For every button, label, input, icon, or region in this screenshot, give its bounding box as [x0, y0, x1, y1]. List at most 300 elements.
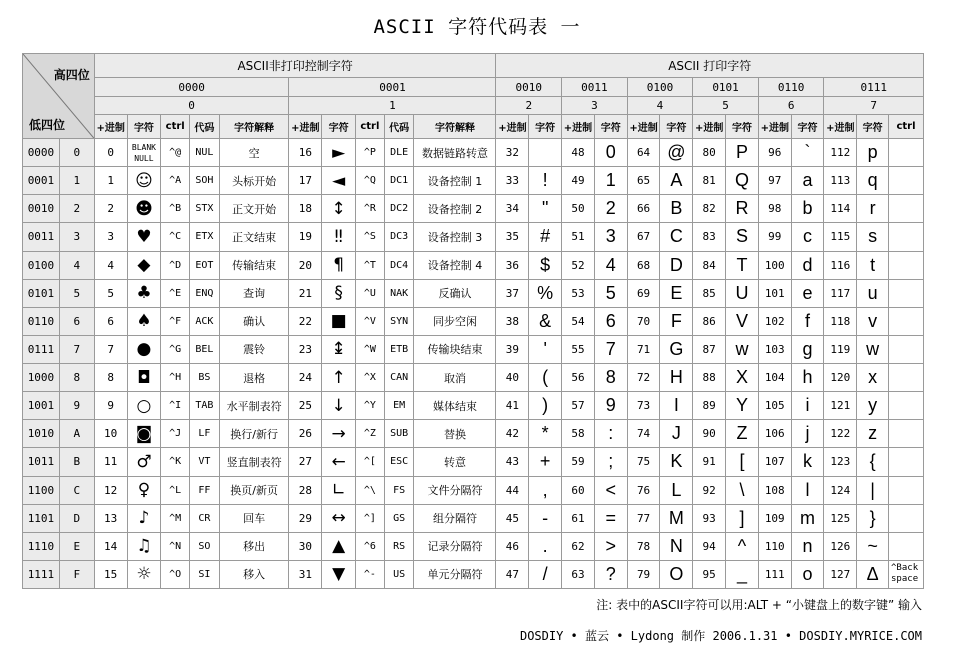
row-hex: F: [59, 560, 94, 588]
control-description: 记录分隔符: [414, 532, 496, 560]
control-description: 头标开始: [219, 167, 289, 195]
decimal-code: 37: [496, 279, 529, 307]
subheader-ctrl: ctrl: [356, 115, 385, 139]
ctrl-key: ^L: [161, 476, 190, 504]
printable-char: Z: [726, 420, 759, 448]
control-description: 取消: [414, 364, 496, 392]
ctrl-key: ^G: [161, 335, 190, 363]
decimal-code: 0: [94, 139, 127, 167]
printable-char: o: [791, 560, 824, 588]
row-binary: 1011: [23, 448, 60, 476]
empty-ctrl-cell: [889, 476, 924, 504]
control-symbol: ◙: [127, 420, 161, 448]
ctrl-key: ^H: [161, 364, 190, 392]
printable-char: ~: [857, 532, 889, 560]
decimal-code: 57: [562, 392, 595, 420]
decimal-code: 104: [758, 364, 791, 392]
printable-char: 8: [594, 364, 627, 392]
decimal-code: 7: [94, 335, 127, 363]
control-symbol: ■: [322, 307, 356, 335]
decimal-code: 116: [824, 251, 857, 279]
subheader-decimal: +进制: [496, 115, 529, 139]
decimal-code: 19: [289, 223, 322, 251]
decimal-code: 92: [693, 476, 726, 504]
ctrl-key: ^R: [356, 195, 385, 223]
subheader-char: 字符: [660, 115, 693, 139]
subheader-char: 字符: [127, 115, 161, 139]
decimal-code: 60: [562, 476, 595, 504]
printable-char: ,: [529, 476, 562, 504]
decimal-code: 15: [94, 560, 127, 588]
printable-char: *: [529, 420, 562, 448]
decimal-code: 82: [693, 195, 726, 223]
empty-ctrl-cell: [889, 364, 924, 392]
empty-ctrl-cell: [889, 167, 924, 195]
row-hex: 8: [59, 364, 94, 392]
high-dec-7: 7: [824, 97, 924, 115]
control-symbol: ♪: [127, 504, 161, 532]
decimal-code: 112: [824, 139, 857, 167]
printable-char: (: [529, 364, 562, 392]
decimal-code: 67: [627, 223, 660, 251]
ctrl-key: ^@: [161, 139, 190, 167]
printable-char: >: [594, 532, 627, 560]
high-dec-0: 0: [94, 97, 289, 115]
control-symbol: BLANK NULL: [127, 139, 161, 167]
decimal-code: 63: [562, 560, 595, 588]
control-symbol: ◄: [322, 167, 356, 195]
subheader-decimal: +进制: [94, 115, 127, 139]
table-row: [23, 476, 924, 504]
control-description: 退格: [219, 364, 289, 392]
decimal-code: 120: [824, 364, 857, 392]
table-row: [23, 560, 924, 588]
control-symbol: ♣: [127, 279, 161, 307]
control-description: 传输块结束: [414, 335, 496, 363]
control-description: 水平制表符: [219, 392, 289, 420]
printable-char: -: [529, 504, 562, 532]
decimal-code: 73: [627, 392, 660, 420]
empty-ctrl-cell: [889, 307, 924, 335]
printable-char: J: [660, 420, 693, 448]
decimal-code: 51: [562, 223, 595, 251]
high-dec-4: 4: [627, 97, 693, 115]
control-description: 单元分隔符: [414, 560, 496, 588]
control-symbol: ♀: [127, 476, 161, 504]
decimal-code: 127: [824, 560, 857, 588]
control-description: 正文结束: [219, 223, 289, 251]
control-symbol: ▲: [322, 532, 356, 560]
control-description: 替换: [414, 420, 496, 448]
decimal-code: 106: [758, 420, 791, 448]
decimal-code: 52: [562, 251, 595, 279]
printable-char: y: [857, 392, 889, 420]
control-symbol: ☺: [127, 167, 161, 195]
empty-ctrl-cell: [889, 448, 924, 476]
table-row: [23, 448, 924, 476]
control-description: 确认: [219, 307, 289, 335]
ctrl-key: ^I: [161, 392, 190, 420]
decimal-code: 71: [627, 335, 660, 363]
control-description: 正文开始: [219, 195, 289, 223]
ctrl-key: ^W: [356, 335, 385, 363]
printable-char: }: [857, 504, 889, 532]
ctrl-key: ^A: [161, 167, 190, 195]
printable-char: P: [726, 139, 759, 167]
control-description: 媒体结束: [414, 392, 496, 420]
printable-char: %: [529, 279, 562, 307]
printable-char: A: [660, 167, 693, 195]
control-description: 震铃: [219, 335, 289, 363]
subheader-desc: 字符解释: [414, 115, 496, 139]
printable-char: i: [791, 392, 824, 420]
control-symbol: ↔: [322, 504, 356, 532]
printable-char: l: [791, 476, 824, 504]
control-code: TAB: [190, 392, 220, 420]
high-bin-7: 0111: [824, 78, 924, 97]
control-symbol: ♠: [127, 307, 161, 335]
row-binary: 0101: [23, 279, 60, 307]
printable-char: K: [660, 448, 693, 476]
control-code: VT: [190, 448, 220, 476]
control-code: CR: [190, 504, 220, 532]
high-dec-2: 2: [496, 97, 562, 115]
empty-ctrl-cell: [889, 420, 924, 448]
printable-char: !: [529, 167, 562, 195]
ctrl-key: ^P: [356, 139, 385, 167]
high-bin-1: 0001: [289, 78, 496, 97]
control-code: GS: [384, 504, 414, 532]
printable-char: [529, 139, 562, 167]
subheader-char: 字符: [791, 115, 824, 139]
decimal-code: 45: [496, 504, 529, 532]
decimal-code: 102: [758, 307, 791, 335]
table-row: [23, 335, 924, 363]
decimal-code: 75: [627, 448, 660, 476]
printable-char: F: [660, 307, 693, 335]
decimal-code: 28: [289, 476, 322, 504]
high-dec-5: 5: [693, 97, 759, 115]
ctrl-key: ^V: [356, 307, 385, 335]
backspace-ctrl: ^Back space: [889, 560, 924, 588]
decimal-code: 10: [94, 420, 127, 448]
decimal-code: 42: [496, 420, 529, 448]
subheader-ctrl: ctrl: [889, 115, 924, 139]
row-binary: 1111: [23, 560, 60, 588]
control-description: 回车: [219, 504, 289, 532]
ctrl-key: ^E: [161, 279, 190, 307]
decimal-code: 30: [289, 532, 322, 560]
subheader-decimal: +进制: [562, 115, 595, 139]
row-hex: E: [59, 532, 94, 560]
row-hex: C: [59, 476, 94, 504]
control-code: BS: [190, 364, 220, 392]
decimal-code: 40: [496, 364, 529, 392]
printable-char: w: [857, 335, 889, 363]
row-binary: 1100: [23, 476, 60, 504]
decimal-code: 23: [289, 335, 322, 363]
control-code: NAK: [384, 279, 414, 307]
control-description: 设备控制 1: [414, 167, 496, 195]
row-hex: 3: [59, 223, 94, 251]
decimal-code: 8: [94, 364, 127, 392]
control-code: DC4: [384, 251, 414, 279]
empty-ctrl-cell: [889, 279, 924, 307]
decimal-code: 114: [824, 195, 857, 223]
ctrl-key: ^Z: [356, 420, 385, 448]
printable-char: 6: [594, 307, 627, 335]
decimal-code: 117: [824, 279, 857, 307]
control-symbol: ☼: [127, 560, 161, 588]
subheader-char: 字符: [529, 115, 562, 139]
printable-char: n: [791, 532, 824, 560]
decimal-code: 80: [693, 139, 726, 167]
decimal-code: 58: [562, 420, 595, 448]
subheader-decimal: +进制: [824, 115, 857, 139]
decimal-code: 26: [289, 420, 322, 448]
row-hex: A: [59, 420, 94, 448]
control-code: FF: [190, 476, 220, 504]
decimal-code: 123: [824, 448, 857, 476]
control-description: 换行/新行: [219, 420, 289, 448]
printable-char: T: [726, 251, 759, 279]
control-code: DLE: [384, 139, 414, 167]
high-bin-3: 0011: [562, 78, 628, 97]
decimal-code: 115: [824, 223, 857, 251]
printable-char: #: [529, 223, 562, 251]
empty-ctrl-cell: [889, 335, 924, 363]
row-binary: 0010: [23, 195, 60, 223]
control-code: EOT: [190, 251, 220, 279]
ctrl-key: ^[: [356, 448, 385, 476]
control-description: 同步空闲: [414, 307, 496, 335]
decimal-code: 97: [758, 167, 791, 195]
control-code: DC1: [384, 167, 414, 195]
control-code: DC3: [384, 223, 414, 251]
control-code: DC2: [384, 195, 414, 223]
decimal-code: 55: [562, 335, 595, 363]
control-symbol: ♥: [127, 223, 161, 251]
printable-char: &: [529, 307, 562, 335]
decimal-code: 79: [627, 560, 660, 588]
group-nonprint-header: ASCII非打印控制字符: [94, 54, 496, 78]
decimal-code: 111: [758, 560, 791, 588]
ctrl-key: ^\: [356, 476, 385, 504]
printable-char: ^: [726, 532, 759, 560]
decimal-code: 27: [289, 448, 322, 476]
printable-char: ]: [726, 504, 759, 532]
ctrl-key: ^O: [161, 560, 190, 588]
decimal-code: 109: [758, 504, 791, 532]
printable-char: =: [594, 504, 627, 532]
ctrl-key: ^N: [161, 532, 190, 560]
ctrl-key: ^X: [356, 364, 385, 392]
decimal-code: 38: [496, 307, 529, 335]
ascii-table: [22, 53, 924, 589]
row-binary: 0111: [23, 335, 60, 363]
printable-char: ?: [594, 560, 627, 588]
credits-footer: DOSDIY • 蓝云 • Lydong 制作 2006.1.31 • DOSDIY.MYRICE.COM: [519, 629, 922, 643]
high-dec-6: 6: [758, 97, 824, 115]
decimal-code: 122: [824, 420, 857, 448]
printable-char: ): [529, 392, 562, 420]
control-description: 查询: [219, 279, 289, 307]
control-symbol: ♫: [127, 532, 161, 560]
decimal-code: 61: [562, 504, 595, 532]
high-bin-6: 0110: [758, 78, 824, 97]
control-description: 文件分隔符: [414, 476, 496, 504]
decimal-code: 88: [693, 364, 726, 392]
decimal-code: 39: [496, 335, 529, 363]
control-code: SUB: [384, 420, 414, 448]
decimal-code: 46: [496, 532, 529, 560]
decimal-code: 35: [496, 223, 529, 251]
printable-char: z: [857, 420, 889, 448]
control-code: RS: [384, 532, 414, 560]
printable-char: {: [857, 448, 889, 476]
control-code: ACK: [190, 307, 220, 335]
control-code: SO: [190, 532, 220, 560]
decimal-code: 22: [289, 307, 322, 335]
control-code: STX: [190, 195, 220, 223]
decimal-code: 89: [693, 392, 726, 420]
row-hex: 1: [59, 167, 94, 195]
printable-char: E: [660, 279, 693, 307]
ctrl-key: ^T: [356, 251, 385, 279]
decimal-code: 33: [496, 167, 529, 195]
decimal-code: 72: [627, 364, 660, 392]
control-description: 反确认: [414, 279, 496, 307]
decimal-code: 90: [693, 420, 726, 448]
decimal-code: 95: [693, 560, 726, 588]
decimal-code: 77: [627, 504, 660, 532]
printable-char: t: [857, 251, 889, 279]
printable-char: C: [660, 223, 693, 251]
row-hex: 2: [59, 195, 94, 223]
decimal-code: 36: [496, 251, 529, 279]
control-symbol: §: [322, 279, 356, 307]
empty-ctrl-cell: [889, 532, 924, 560]
printable-char: |: [857, 476, 889, 504]
control-description: 组分隔符: [414, 504, 496, 532]
ctrl-key: ^K: [161, 448, 190, 476]
subheader-char: 字符: [726, 115, 759, 139]
printable-char: 4: [594, 251, 627, 279]
decimal-code: 68: [627, 251, 660, 279]
decimal-code: 20: [289, 251, 322, 279]
printable-char: N: [660, 532, 693, 560]
subheader-decimal: +进制: [289, 115, 322, 139]
decimal-code: 105: [758, 392, 791, 420]
control-symbol: ●: [127, 335, 161, 363]
decimal-code: 56: [562, 364, 595, 392]
control-code: BEL: [190, 335, 220, 363]
decimal-code: 31: [289, 560, 322, 588]
decimal-code: 64: [627, 139, 660, 167]
control-symbol: ♂: [127, 448, 161, 476]
control-description: 设备控制 4: [414, 251, 496, 279]
control-code: ESC: [384, 448, 414, 476]
printable-char: w: [726, 335, 759, 363]
table-row: [23, 279, 924, 307]
subheader-code: 代码: [384, 115, 414, 139]
printable-char: V: [726, 307, 759, 335]
control-symbol: ○: [127, 392, 161, 420]
low-nibble-label: 低四位: [29, 118, 66, 132]
printable-char: I: [660, 392, 693, 420]
table-row: [23, 251, 924, 279]
row-binary: 0001: [23, 167, 60, 195]
control-symbol: ◆: [127, 251, 161, 279]
subheader-decimal: +进制: [758, 115, 791, 139]
printable-char: U: [726, 279, 759, 307]
control-code: ETB: [384, 335, 414, 363]
row-hex: 0: [59, 139, 94, 167]
control-symbol: ↓: [322, 392, 356, 420]
printable-char: b: [791, 195, 824, 223]
row-hex: D: [59, 504, 94, 532]
decimal-code: 2: [94, 195, 127, 223]
printable-char: x: [857, 364, 889, 392]
row-binary: 0100: [23, 251, 60, 279]
decimal-code: 107: [758, 448, 791, 476]
printable-char: g: [791, 335, 824, 363]
high-dec-1: 1: [289, 97, 496, 115]
decimal-code: 94: [693, 532, 726, 560]
high-bin-0: 0000: [94, 78, 289, 97]
control-symbol: ‼: [322, 223, 356, 251]
decimal-code: 70: [627, 307, 660, 335]
printable-char: .: [529, 532, 562, 560]
decimal-code: 87: [693, 335, 726, 363]
ctrl-key: ^Q: [356, 167, 385, 195]
ctrl-key: ^Y: [356, 392, 385, 420]
decimal-code: 17: [289, 167, 322, 195]
control-description: 空: [219, 139, 289, 167]
decimal-code: 93: [693, 504, 726, 532]
ctrl-key: ^B: [161, 195, 190, 223]
decimal-code: 119: [824, 335, 857, 363]
decimal-code: 96: [758, 139, 791, 167]
high-dec-3: 3: [562, 97, 628, 115]
ctrl-key: ^J: [161, 420, 190, 448]
printable-char: /: [529, 560, 562, 588]
printable-char: k: [791, 448, 824, 476]
printable-char: M: [660, 504, 693, 532]
printable-char: c: [791, 223, 824, 251]
row-binary: 0000: [23, 139, 60, 167]
decimal-code: 91: [693, 448, 726, 476]
printable-char: :: [594, 420, 627, 448]
printable-char: ': [529, 335, 562, 363]
table-row: [23, 364, 924, 392]
control-description: 数据链路转意: [414, 139, 496, 167]
high-bin-4: 0100: [627, 78, 693, 97]
decimal-code: 84: [693, 251, 726, 279]
control-code: US: [384, 560, 414, 588]
table-row: [23, 307, 924, 335]
printable-char: `: [791, 139, 824, 167]
decimal-code: 85: [693, 279, 726, 307]
ctrl-key: ^U: [356, 279, 385, 307]
decimal-code: 41: [496, 392, 529, 420]
decimal-code: 69: [627, 279, 660, 307]
control-description: 传输结束: [219, 251, 289, 279]
printable-char: Q: [726, 167, 759, 195]
table-row: [23, 420, 924, 448]
ctrl-key: ^S: [356, 223, 385, 251]
control-description: 转意: [414, 448, 496, 476]
